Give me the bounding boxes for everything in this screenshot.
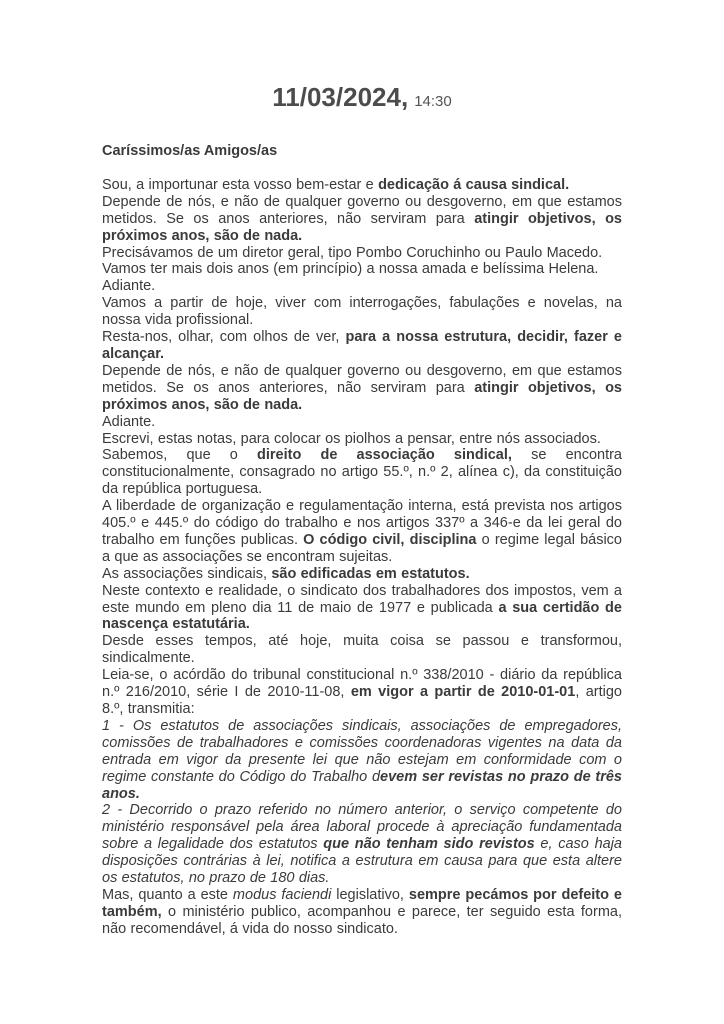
text-run: para a nossa estrutura, decidir, fazer e alcançar.	[102, 329, 622, 362]
body-paragraph	[102, 329, 622, 363]
body-paragraph	[102, 633, 622, 667]
body-paragraph	[102, 887, 622, 938]
text-run: dedicação á causa sindical.	[378, 176, 570, 193]
text-run: Depende de nós, e não de qualquer governo ou desgoverno, em que estamos metidos. Se os anos anteriores, não serviram para	[102, 362, 622, 396]
text-run: se encontra constitucionalmente, consagrado no artigo 55.º, n.º 2, alínea c), da constituição da república portuguesa.	[102, 447, 622, 498]
text-run: Sabemos, que o	[102, 447, 258, 464]
text-run: evem ser revistas no prazo de três anos.	[102, 768, 622, 802]
text-run: Adiante.	[102, 413, 156, 430]
body-paragraph	[102, 718, 622, 803]
salutation: Caríssimos/as Amigos/as	[102, 143, 278, 159]
text-run: Neste contexto e realidade, o sindicato dos trabalhadores dos impostos, vem a este mundo em pleno dia 11 de maio de 1977 e publicada	[102, 582, 622, 616]
body-paragraph	[102, 363, 622, 414]
text-run: Precisávamos de um diretor geral, tipo Pombo Coruchinho ou Paulo Macedo.	[102, 244, 603, 261]
text-run: atingir objetivos, os próximos anos, são de nada.	[102, 210, 622, 244]
text-run: direito de associação sindical,	[257, 447, 512, 464]
text-run: Vamos ter mais dois anos (em princípio) a nossa amada e belíssima Helena.	[102, 261, 599, 278]
body-paragraph	[102, 566, 622, 583]
text-run: a sua certidão de nascença estatutária.	[102, 599, 622, 633]
text-run: Vamos a partir de hoje, viver com interrogações, fabulações e novelas, na nossa vida profissional.	[102, 295, 622, 329]
body-paragraph	[102, 177, 622, 194]
text-run: e, caso haja disposições contrárias à lei, notifica a estrutura em causa para que esta altere os estatutos, no prazo de 180 dias.	[102, 836, 622, 887]
body-paragraph	[102, 667, 622, 718]
body-paragraph	[102, 245, 622, 262]
text-run: As associações sindicais,	[102, 565, 272, 582]
text-run: Resta-nos, olhar, com olhos de ver,	[102, 329, 346, 346]
text-run: 1 - Os estatutos de associações sindicais, associações de empregadores, comissões de trabalhadores e comissões coordenadoras vigentes na data da entrada em vigor da presente lei que não estejam em conformidade com o regime constante do Código do Trabalho d	[102, 717, 622, 785]
text-run: 2 - Decorrido o prazo referido no número anterior, o serviço competente do ministério responsável pela área laboral procede à apreciação fundamentada sobre a legalidade dos estatutos	[102, 802, 622, 853]
text-run: Sou, a importunar esta vosso bem-estar e	[102, 176, 379, 193]
text-run: Mas, quanto a este	[102, 886, 233, 903]
text-run: , artigo 8.º, transmitia:	[102, 684, 622, 717]
text-run: Desde esses tempos, até hoje, muita coisa se passou e transformou, sindicalmente.	[102, 633, 622, 667]
text-run: O código civil, disciplina	[303, 531, 477, 548]
text-run: que não tenham sido revistos	[323, 836, 535, 853]
body-paragraph	[102, 447, 622, 498]
text-run: sempre pecámos por defeito e também,	[102, 886, 622, 920]
text-run: legislativo,	[331, 886, 409, 903]
text-run: o regime legal básico a que as associações se encontram sujeitas.	[102, 531, 622, 565]
body-paragraph	[102, 802, 622, 887]
body-paragraph	[102, 414, 622, 431]
text-run: modus faciendi	[232, 886, 332, 903]
text-run: são edificadas em estatutos.	[271, 565, 470, 582]
body-paragraph	[102, 295, 622, 329]
date-heading	[102, 82, 622, 113]
text-run: Escrevi, estas notas, para colocar os piolhos a pensar, entre nós associados.	[102, 430, 601, 447]
body-paragraph	[102, 261, 622, 278]
text-run: Depende de nós, e não de qualquer governo ou desgoverno, em que estamos metidos. Se os anos anteriores, não serviram para	[102, 193, 622, 227]
time-text: 14:30	[414, 93, 452, 110]
letter-body	[102, 177, 622, 938]
text-run: Leia-se, o acórdão do tribunal constitucional n.º 338/2010 - diário da república n.º 216/2010, série I de 2010-11-08,	[102, 667, 622, 701]
text-run: atingir objetivos, os próximos anos, são de nada.	[102, 379, 622, 413]
date-text: 11/03/2024,	[272, 82, 409, 112]
body-paragraph	[102, 194, 622, 245]
text-run: o ministério publico, acompanhou e parece, ter seguido esta forma, não recomendável, á vida do nosso sindicato.	[102, 903, 622, 937]
body-paragraph	[102, 583, 622, 634]
text-run: em vigor a partir de 2010-01-01	[350, 684, 576, 701]
text-run: A liberdade de organização e regulamentação interna, está prevista nos artigos 405.º e 445.º do código do trabalho e nos artigos 337º a 346-e da lei geral do trabalho em funções publicas.	[102, 498, 622, 548]
body-paragraph	[102, 278, 622, 295]
body-paragraph	[102, 498, 622, 566]
text-run: Adiante.	[102, 278, 156, 295]
body-paragraph	[102, 431, 622, 448]
